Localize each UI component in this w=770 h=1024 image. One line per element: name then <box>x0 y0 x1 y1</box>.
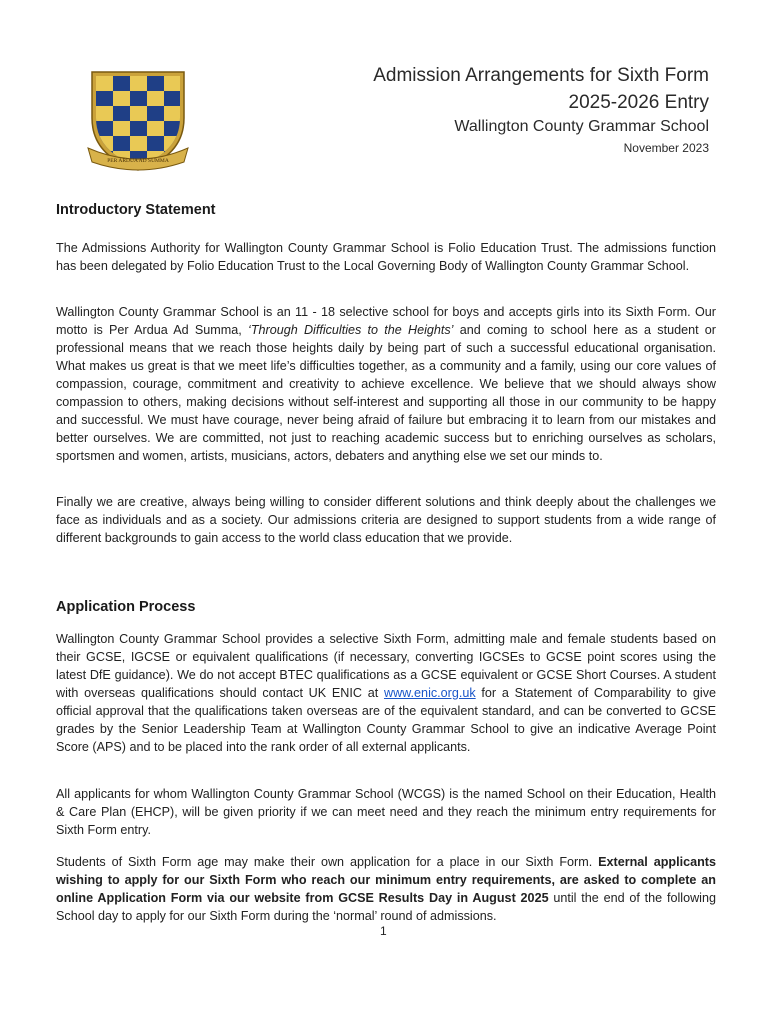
application-paragraph-1 <box>56 630 716 756</box>
intro-p2-text-a: Wallington County Grammar School is an 11 - 18 selective school for boys and accepts girls into its Sixth Form. Our motto is Per Ardua Ad Summa, <box>56 305 716 337</box>
document-title: Admission Arrangements for Sixth Form <box>373 65 709 86</box>
intro-paragraph-2 <box>56 303 716 465</box>
application-p3-text-b: until the end of the following School day to apply for our Sixth Form during the ‘normal’ round of admissions. <box>56 891 716 923</box>
document-title-block <box>373 62 709 158</box>
intro-heading: Introductory Statement <box>56 202 216 218</box>
application-paragraph-3 <box>56 853 716 925</box>
page-number: 1 <box>380 924 387 938</box>
application-p3-bold: External applicants wishing to apply for our Sixth Form who reach our minimum entry requirements, are asked to complete an online Application Form via our website from GCSE Results Day in August 2025 <box>56 855 717 905</box>
application-paragraph-2: All applicants for whom Wallington County Grammar School (WCGS) is the named School on their Education, Health & Care Plan (EHCP), will be given priority if we can meet need and they reach the minimum entry requirements for Sixth Form entry. <box>56 787 716 837</box>
application-heading: Application Process <box>56 599 196 615</box>
application-p1-text-b: for a Statement of Comparability to give official approval that the qualifications taken overseas are of the equivalent standard, and can be converted to GCSE grades by the Senior Leadership Team at Wallington County Grammar School to give an indicative Average Point Score (APS) and to be placed into the rank order of all external applicants. <box>56 686 716 754</box>
intro-paragraph-1: The Admissions Authority for Wallington County Grammar School is Folio Education Trust. The admissions function has been delegated by Folio Education Trust to the Local Governing Body of Wallington County Grammar School. <box>56 241 716 273</box>
application-p3-text-a: Students of Sixth Form age may make their own application for a place in our Sixth Form. <box>56 855 599 869</box>
intro-paragraph-3: Finally we are creative, always being willing to consider different solutions and think deeply about the challenges we face as individuals and as a society. Our admissions criteria are designed to support students from a wide range of different backgrounds to gain access to the world class education that we provide. <box>56 495 716 545</box>
document-date: November 2023 <box>623 141 709 155</box>
document-entry-year: 2025-2026 Entry <box>568 92 709 113</box>
application-p1-text-a: Wallington County Grammar School provides a selective Sixth Form, admitting male and female students based on their GCSE, IGCSE or equivalent qualifications (if necessary, converting IGCSEs to GCSE point scores using the latest DfE guidance). We do not accept BTEC qualifications as a GCSE equivalent or GCSE Short Courses. A student with overseas qualifications should contact UK ENIC at <box>56 632 716 700</box>
school-name: Wallington County Grammar School <box>454 118 709 135</box>
intro-p2-text-b: and coming to school here as a student or professional means that we reach those heights daily by being part of such a successful educational organisation. What makes us great is that we meet life’s difficulties together, as a community and a family, using our core values of compassion, courage, commitment and creativity to achieve excellence. We believe that we should always show compassion to others, making decisions without self-interest and supporting all those in our community to be happy and successful. We must have courage, never being afraid of failure but embracing it to learn from our mistakes and better ourselves. We are committed, not just to reaching academic success but to enriching ourselves as scholars, sportsmen and women, artists, musicians, actors, debaters and anything else we set our minds to. <box>56 323 716 463</box>
crest-motto: PER ARDUA AD SUMMA <box>107 158 169 164</box>
enic-link[interactable]: www.enic.org.uk <box>383 686 476 700</box>
school-motto-translation: ‘Through Difficulties to the Heights’ <box>248 323 454 337</box>
school-crest-logo <box>86 66 190 176</box>
